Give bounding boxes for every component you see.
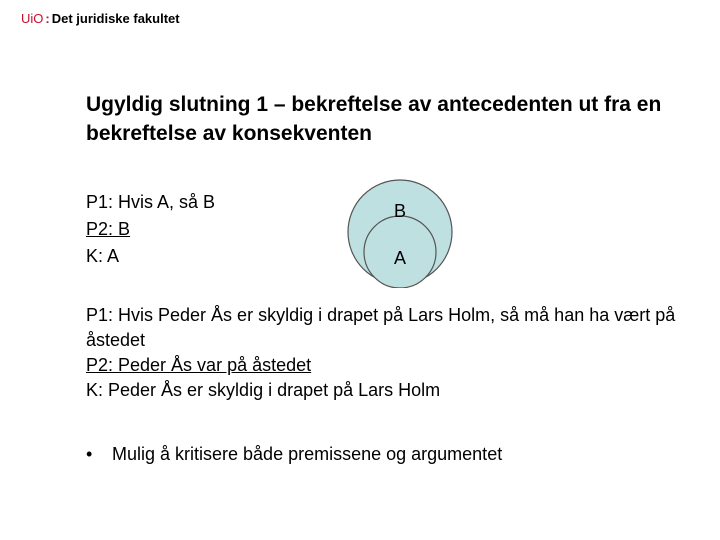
- logo-separator: :: [45, 11, 50, 26]
- uio-logo-text: UiO: [21, 11, 44, 26]
- label-b: B: [393, 201, 407, 221]
- faculty-logo: [21, 11, 180, 26]
- label-a: A: [393, 248, 407, 268]
- premise-1: P1: Hvis A, så B: [86, 192, 216, 212]
- slide-title: Ugyldig slutning 1 – bekreftelse av antecedenten ut fra en bekreftelse av konsekventen: [86, 93, 662, 145]
- concrete-premise-2: P2: Peder Ås var på åstedet: [86, 355, 312, 375]
- bullet-text: Mulig å kritisere både premissene og argumentet: [112, 444, 503, 464]
- faculty-name: Det juridiske fakultet: [51, 11, 180, 26]
- premise-2: P2: B: [86, 219, 131, 239]
- bullet-marker: •: [86, 444, 93, 464]
- concrete-argument: [86, 303, 686, 403]
- conclusion: K: A: [86, 246, 120, 266]
- concrete-conclusion: K: Peder Ås er skyldig i drapet på Lars Holm: [86, 380, 441, 400]
- abstract-argument: [86, 189, 215, 270]
- bullet-item: [86, 442, 502, 467]
- concrete-premise-1: P1: Hvis Peder Ås er skyldig i drapet på Lars Holm, så må han ha vært på åstedet: [86, 305, 676, 350]
- venn-diagram: [345, 178, 461, 288]
